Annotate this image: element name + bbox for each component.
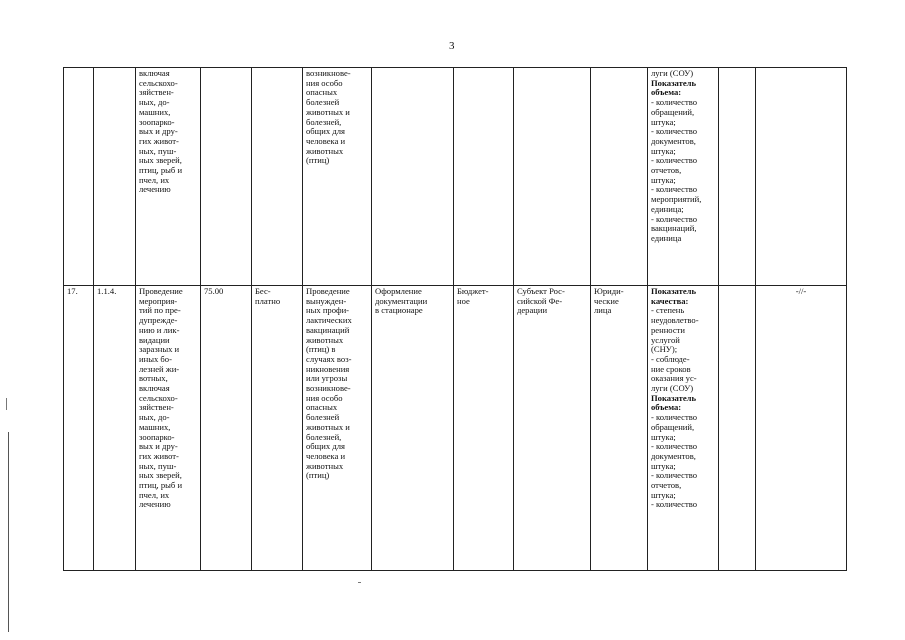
recipient-cell: Юриди- ческие лица <box>591 286 648 571</box>
indicator-line: отчетов, <box>651 165 682 176</box>
indicator-line: единица; <box>651 203 684 214</box>
notes-cell <box>756 68 847 286</box>
price-cell: 75.00 <box>201 286 252 571</box>
scan-margin-mark <box>6 398 7 410</box>
indicator-line: объема: <box>651 402 682 413</box>
extra-cell <box>719 286 756 571</box>
indicator-line: мероприятий, <box>651 194 702 205</box>
indicator-line: - количество <box>651 184 698 195</box>
service-form-cell <box>372 68 454 286</box>
indicator-line: - соблюде- <box>651 353 690 364</box>
indicator-line: Показатель <box>651 77 697 88</box>
service-code-cell <box>94 68 136 286</box>
indicator-line: единица <box>651 232 682 243</box>
services-table <box>63 67 847 571</box>
indicators-cell <box>648 68 719 286</box>
indicator-line: луги (СОУ) <box>651 383 694 394</box>
indicator-line: - количество <box>651 499 698 510</box>
indicator-line: отчетов, <box>651 480 682 491</box>
indicator-line: ние сроков <box>651 363 691 374</box>
indicator-line: Показатель <box>651 286 697 296</box>
indicator-line: штука; <box>651 460 676 471</box>
indicator-line: штука; <box>651 489 676 500</box>
indicator-line: оказания ус- <box>651 373 697 384</box>
service-code-cell: 1.1.4. <box>94 286 136 571</box>
service-content-cell: Проведение вынужден- ных профи- лактических вакцинаций животных (птиц) в случаях воз- никновения или угрозы возникнове- ния особо опасных болезней животных и болезней, общих для человека и животных (птиц) <box>303 286 372 571</box>
page-number: 3 <box>449 40 455 52</box>
row-number-cell: 17. <box>64 286 94 571</box>
service-form-cell: Оформление документации в стационаре <box>372 286 454 571</box>
indicator-line: - количество <box>651 412 698 423</box>
indicator-line: - количество <box>651 126 698 137</box>
indicator-line: документов, <box>651 450 696 461</box>
indicator-line: - количество <box>651 155 698 166</box>
subject-cell <box>514 68 591 286</box>
payment-cell <box>252 68 303 286</box>
indicator-line: обращений, <box>651 106 695 117</box>
payment-cell: Бес- платно <box>252 286 303 571</box>
funding-cell: Бюджет- ное <box>454 286 514 571</box>
indicator-line: вакцинаций, <box>651 223 697 234</box>
notes-cell: -//- <box>756 286 847 571</box>
indicator-line: объема: <box>651 87 682 98</box>
indicators-cell <box>648 286 719 571</box>
funding-cell <box>454 68 514 286</box>
indicator-line: штука; <box>651 145 676 156</box>
indicator-line: Показатель <box>651 392 697 403</box>
indicator-line: качества: <box>651 295 689 306</box>
price-cell <box>201 68 252 286</box>
service-name-cell: включая сельскохо- зяйствен- ных, до- машних, зоопарко- вых и дру- гих живот- ных, пуш- ных зверей, птиц, рыб и пчел, их лечению <box>136 68 201 286</box>
scan-speck <box>358 582 361 583</box>
row-number-cell <box>64 68 94 286</box>
recipient-cell <box>591 68 648 286</box>
indicator-line: штука; <box>651 174 676 185</box>
service-name-cell: Проведение мероприя- тий по пре- дупрежде- нию и лик- видации заразных и иных бо- лезней жи- вотных, включая сельскохо- зяйствен- ных, до- машних, зоопарко- вых и дру- гих живот- ных, пуш- ных зверей, птиц, рыб и пчел, их лечению <box>136 286 201 571</box>
indicator-line: ренности <box>651 324 685 335</box>
indicator-line: - количество <box>651 97 698 108</box>
indicator-line: штука; <box>651 431 676 442</box>
scan-margin-line <box>8 432 9 632</box>
indicator-line: - количество <box>651 470 698 481</box>
indicator-line: обращений, <box>651 421 695 432</box>
table-row <box>64 286 847 571</box>
indicator-line: - количество <box>651 213 698 224</box>
indicator-line: луги (СОУ) <box>651 68 694 78</box>
indicator-line: услугой <box>651 334 680 345</box>
indicator-line: (СНУ); <box>651 344 678 355</box>
table-row <box>64 68 847 286</box>
indicator-line: штука; <box>651 116 676 127</box>
subject-cell: Субъект Рос- сийской Фе- дерации <box>514 286 591 571</box>
indicator-line: - степень <box>651 305 685 316</box>
extra-cell <box>719 68 756 286</box>
indicator-line: - количество <box>651 441 698 452</box>
indicator-line: документов, <box>651 135 696 146</box>
service-content-cell: возникнове- ния особо опасных болезней животных и болезней, общих для человека и животных (птиц) <box>303 68 372 286</box>
indicator-line: неудовлетво- <box>651 315 699 326</box>
